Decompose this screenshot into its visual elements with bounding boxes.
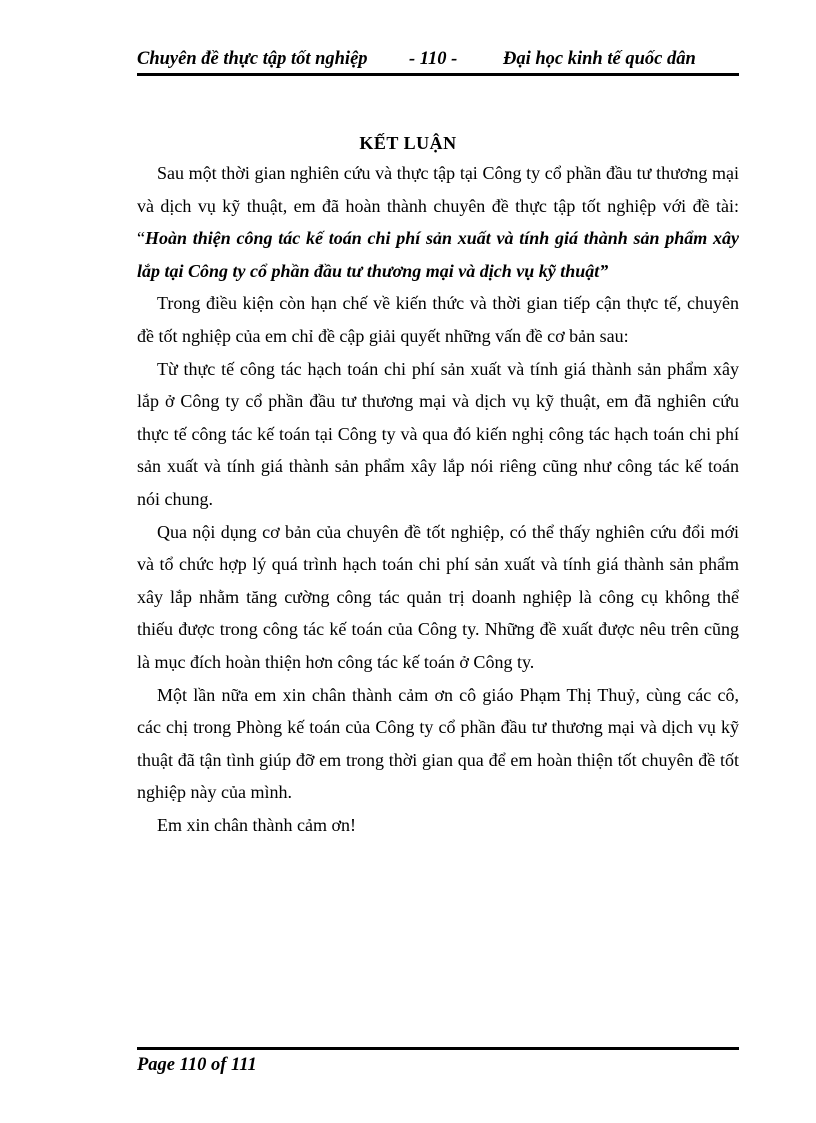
paragraph-2: Trong điều kiện còn hạn chế về kiến thức và thời gian tiếp cận thực tế, chuyên đề tốt nghiệp của em chỉ đề cập giải quyết những vấn đề cơ bản sau: — [137, 293, 739, 346]
conclusion-body — [137, 157, 739, 841]
paragraph-3: Từ thực tế công tác hạch toán chi phí sản xuất và tính giá thành sản phẩm xây lắp ở Công ty cổ phần đầu tư thương mại và dịch vụ kỹ thuật, em đã nghiên cứu thực tế công tác kế toán tại Công ty và qua đó kiến nghị công tác hạch toán chi phí sản xuất và tính giá thành sản phẩm xây lắp nói riêng cũng như công tác kế toán nói chung. — [137, 358, 739, 509]
thesis-topic: Hoàn thiện công tác kế toán chi phí sản xuất và tính giá thành sản phẩm xây lắp tại Công ty cổ phần đầu tư thương mại và dịch vụ kỹ thuật” — [137, 228, 739, 281]
paragraph-1 — [137, 157, 739, 287]
page-header — [137, 47, 739, 76]
section-title: KẾT LUẬN — [359, 133, 457, 153]
footer-page-label: Page 110 of 111 — [137, 1055, 257, 1075]
header-document-title: Chuyên đề thực tập tốt nghiệp — [137, 49, 368, 69]
paragraph-5: Một lần nữa em xin chân thành cảm ơn cô giáo Phạm Thị Thuỷ, cùng các cô, các chị trong Phòng kế toán của Công ty cổ phần đầu tư thương mại và dịch vụ kỹ thuật đã tận tình giúp đỡ em trong thời gian qua để em hoàn thiện tốt chuyên đề tốt nghiệp này của mình. — [137, 684, 739, 803]
paragraph-6: Em xin chân thành cảm ơn! — [157, 814, 356, 835]
header-page-number: - 110 - — [409, 49, 458, 69]
paragraph-4: Qua nội dụng cơ bản của chuyên đề tốt nghiệp, có thể thấy nghiên cứu đổi mới và tổ chức hợp lý quá trình hạch toán chi phí sản xuất và tính giá thành sản phẩm xây lắp nhằm tăng cường công tác quản trị doanh nghiệp là công cụ không thể thiếu được trong công tác kế toán của Công ty. Những đề xuất được nêu trên cũng là mục đích hoàn thiện hơn công tác kế toán ở Công ty. — [137, 521, 739, 672]
header-university: Đại học kinh tế quốc dân — [503, 49, 696, 69]
footer-divider — [137, 1047, 739, 1050]
paragraph-1-intro: Sau một thời gian nghiên cứu và thực tập tại Công ty cổ phần đầu tư thương mại và dịch vụ kỹ thuật, em đã hoàn thành chuyên đề thực tập tốt nghiệp với đề tài: “ — [137, 163, 739, 249]
